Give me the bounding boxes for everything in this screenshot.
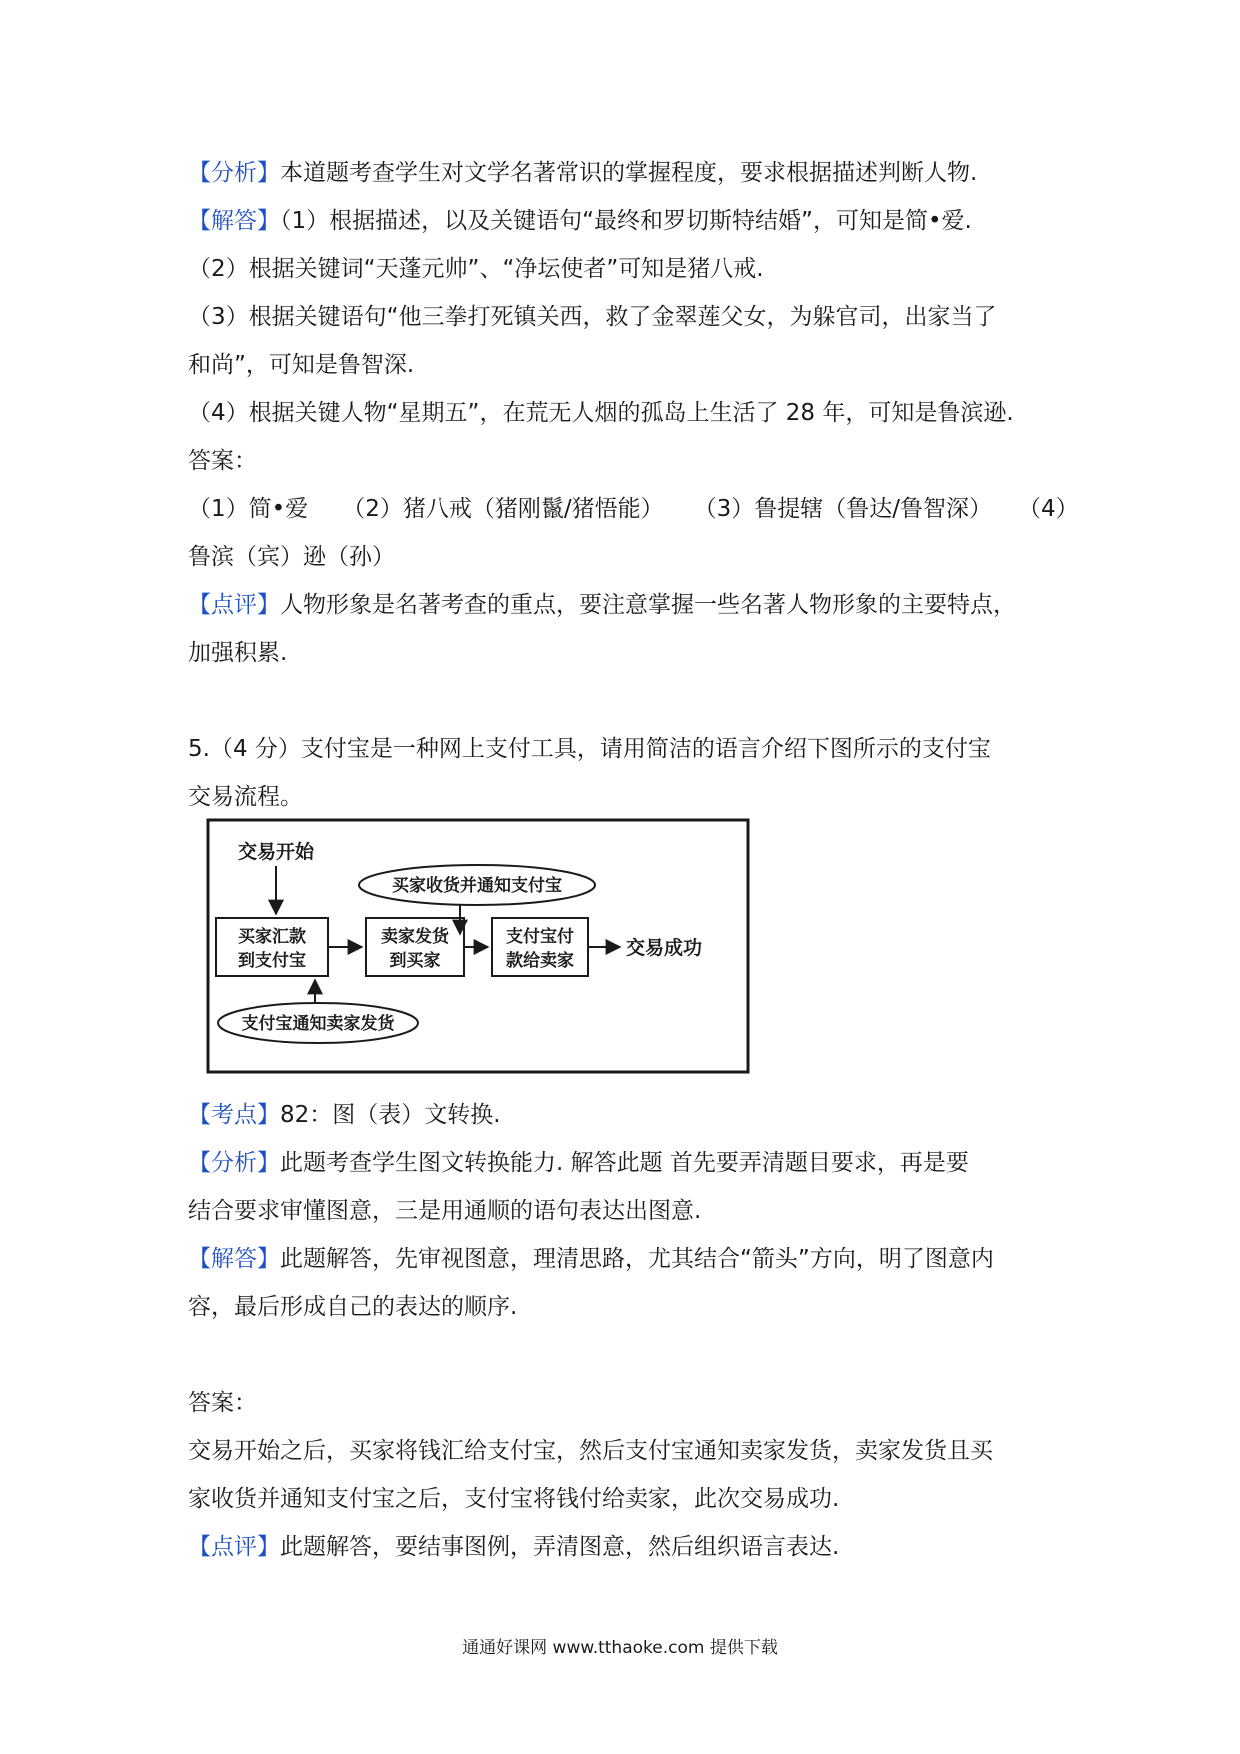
question-5-line-1: 5.（4 分）支付宝是一种网上支付工具，请用简洁的语言介绍下图所示的支付宝 [188,736,991,762]
box2-line1: 卖家发货 [381,927,449,947]
flow-end-label: 交易成功 [626,937,703,959]
answer-1: （1）简•爱 [188,496,309,522]
box2-line2: 到买家 [389,951,441,971]
solution-1-line-2: （2）根据关键词“天蓬元帅”、“净坛使者”可知是猪八戒. [188,256,764,282]
keypoint-tag: 【考点】 [188,1102,280,1128]
box1-line2: 到支付宝 [238,951,306,971]
comment-text: 人物形象是名著考查的重点，要注意掌握一些名著人物形象的主要特点， [280,592,1016,618]
solution-1-line-3b: 和尚”，可知是鲁智深. [188,352,415,378]
analysis-2-tag: 【分析】 [188,1150,280,1176]
comment-1-line-2: 加强积累. [188,640,288,666]
solution-2-line-1 [188,1244,994,1274]
comment-2-text: 此题解答，要结事图例，弄清图意，然后组织语言表达. [280,1534,840,1560]
oval-top-label: 买家收货并通知支付宝 [392,876,562,896]
analysis-tag: 【分析】 [188,160,280,186]
box1-line1: 买家汇款 [238,927,306,947]
payment-flowchart [188,810,758,1080]
flow-start-label: 交易开始 [238,841,315,863]
solution-2-text: 此题解答，先审视图意，理清思路，尤其结合“箭头”方向，明了图意内 [280,1246,994,1272]
analysis-2-line-1 [188,1148,969,1178]
solution-tag: 【解答】 [188,208,280,234]
answer-2: （2）猪八戒（猪刚鬣/猪悟能） [342,496,664,522]
box3-line2: 款给卖家 [506,951,574,971]
solution-1-line-4: （4）根据关键人物“星期五”，在荒无人烟的孤岛上生活了 28 年，可知是鲁滨逊. [188,400,1014,426]
solution-2-tag: 【解答】 [188,1246,280,1272]
analysis-text: 本道题考查学生对文学名著常识的掌握程度，要求根据描述判断人物. [280,160,978,186]
solution-2-line-2: 容，最后形成自己的表达的顺序. [188,1294,518,1320]
answer-4-continued: 鲁滨（宾）逊（孙） [188,544,395,570]
answer-label: 答案： [188,448,257,474]
analysis-1 [188,158,977,188]
answer-line [188,494,1079,524]
solution-text: （1）根据描述，以及关键语句“最终和罗切斯特结婚”，可知是简•爱. [280,208,972,234]
solution-1-line-3a: （3）根据关键语句“他三拳打死镇关西，救了金翠莲父女，为躲官司，出家当了 [188,304,997,330]
solution-1-line-1 [188,206,972,236]
oval-bottom-label: 支付宝通知卖家发货 [241,1014,395,1034]
keypoint [188,1100,501,1130]
answer-2-line-2: 家收货并通知支付宝之后，支付宝将钱付给卖家，此次交易成功. [188,1486,840,1512]
answer-4: （4） [1017,496,1079,522]
analysis-2-line-2: 结合要求审懂图意，三是用通顺的语句表达出图意. [188,1198,702,1224]
question-5-line-2: 交易流程。 [188,784,303,810]
comment-2 [188,1532,839,1562]
answer-3: （3）鲁提辖（鲁达/鲁智深） [693,496,992,522]
analysis-2-text: 此题考查学生图文转换能力. 解答此题 首先要弄清题目要求，再是要 [280,1150,969,1176]
page-footer: 通通好课网 www.tthaoke.com 提供下载 [462,1638,778,1658]
answer-2-label: 答案： [188,1390,257,1416]
answer-2-line-1: 交易开始之后，买家将钱汇给支付宝，然后支付宝通知卖家发货，卖家发货且买 [188,1438,993,1464]
comment-2-tag: 【点评】 [188,1534,280,1560]
box3-line1: 支付宝付 [506,927,574,947]
comment-tag: 【点评】 [188,592,280,618]
keypoint-text: 82：图（表）文转换. [280,1102,501,1128]
comment-1-line-1 [188,590,1016,620]
